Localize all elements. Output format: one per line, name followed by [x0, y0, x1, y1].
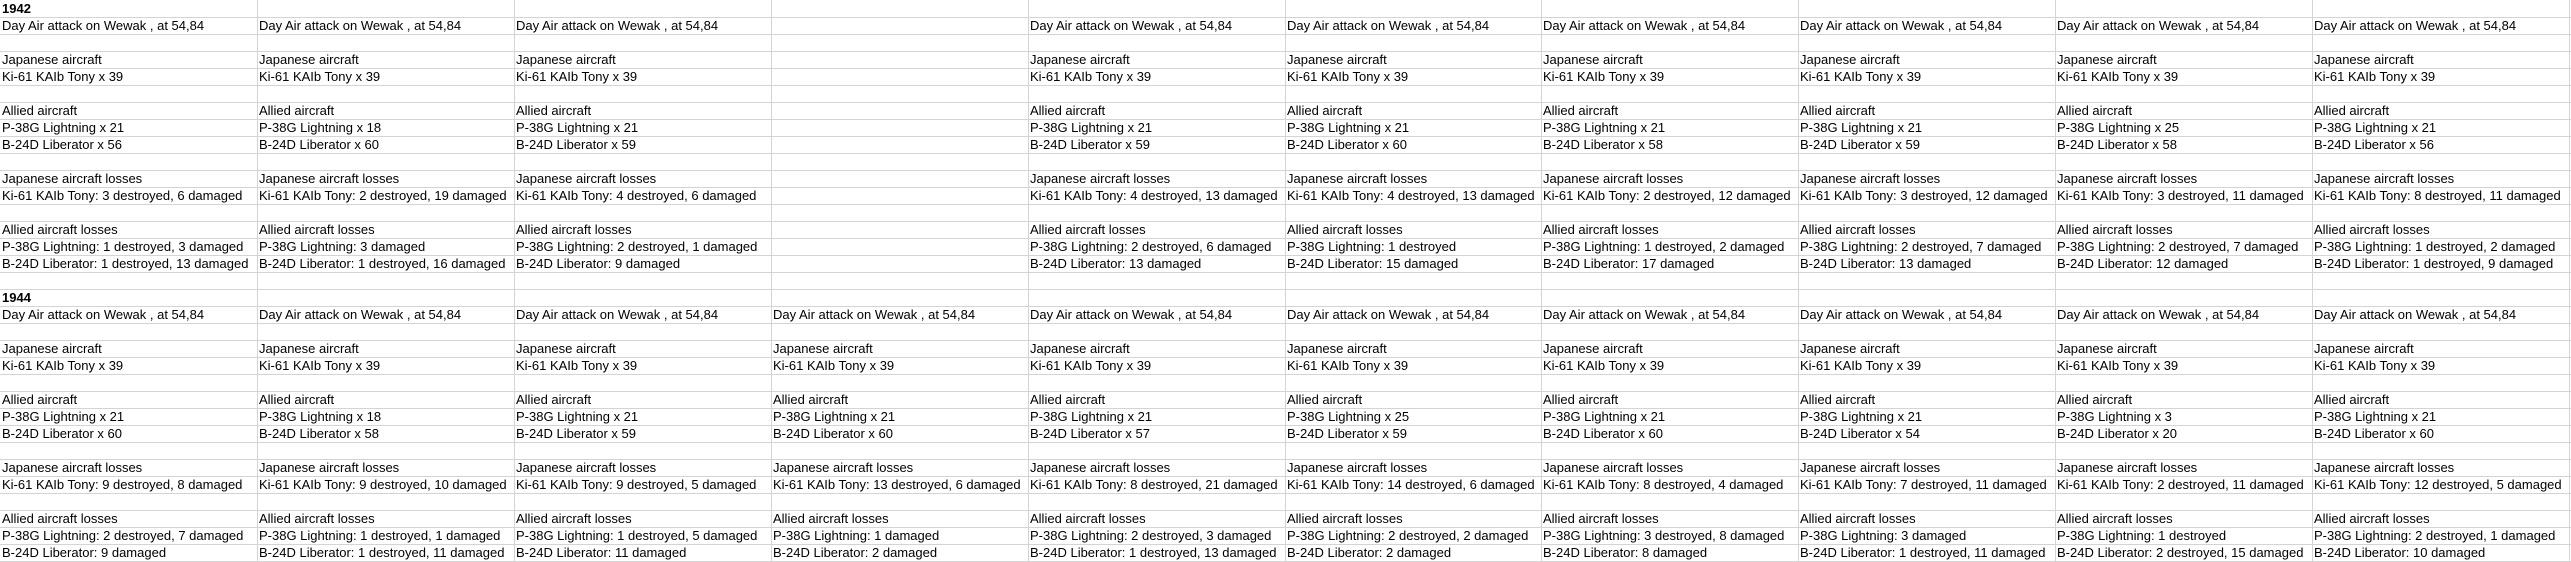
attack-cell[interactable]: Day Air attack on Wewak , at 54,84 [516, 18, 719, 33]
japanese-losses-cell[interactable]: Ki-61 KAIb Tony: 4 destroyed, 13 damaged [1030, 188, 1278, 203]
japanese-aircraft-header[interactable]: Japanese aircraft [259, 52, 359, 67]
attack-cell[interactable]: Day Air attack on Wewak , at 54,84 [259, 307, 462, 322]
japanese-losses-cell[interactable]: Ki-61 KAIb Tony: 3 destroyed, 11 damaged [2057, 188, 2304, 203]
allied-losses-header[interactable] [771, 221, 1028, 238]
attack-cell[interactable]: Day Air attack on Wewak , at 54,84 [1287, 307, 1490, 322]
allied-aircraft-cell[interactable]: P-38G Lightning x 21 [2314, 120, 2437, 135]
allied-losses-cell[interactable]: B-24D Liberator: 11 damaged [516, 545, 687, 560]
allied-losses-cell[interactable]: B-24D Liberator: 10 damaged [2314, 545, 2486, 560]
allied-losses-header[interactable]: Allied aircraft losses [516, 222, 632, 237]
japanese-aircraft-header[interactable]: Japanese aircraft [1287, 341, 1387, 356]
allied-aircraft-cell[interactable]: P-38G Lightning x 18 [259, 120, 382, 135]
allied-losses-cell[interactable]: B-24D Liberator: 13 damaged [1030, 256, 1202, 271]
attack-cell[interactable]: Day Air attack on Wewak , at 54,84 [1030, 18, 1233, 33]
attack-cell[interactable]: Day Air attack on Wewak , at 54,84 [1800, 18, 2003, 33]
japanese-losses-cell[interactable]: Ki-61 KAIb Tony: 8 destroyed, 4 damaged [1543, 477, 1784, 492]
attack-cell[interactable]: Day Air attack on Wewak , at 54,84 [1800, 307, 2003, 322]
allied-aircraft-cell[interactable]: P-38G Lightning x 21 [1030, 120, 1153, 135]
allied-losses-cell[interactable]: B-24D Liberator: 12 damaged [2057, 256, 2229, 271]
allied-aircraft-cell[interactable]: P-38G Lightning x 21 [1287, 120, 1410, 135]
allied-losses-header[interactable]: Allied aircraft losses [1030, 511, 1146, 526]
allied-losses-header[interactable]: Allied aircraft losses [1030, 222, 1146, 237]
allied-losses-cell[interactable]: B-24D Liberator: 1 destroyed, 11 damaged [1800, 545, 2046, 560]
allied-losses-header[interactable]: Allied aircraft losses [773, 511, 889, 526]
japanese-losses-header[interactable]: Japanese aircraft losses [1287, 171, 1428, 186]
row-gridline [0, 289, 2571, 290]
japanese-losses-header[interactable]: Japanese aircraft losses [1800, 460, 1941, 475]
japanese-aircraft-header[interactable]: Japanese aircraft [259, 341, 359, 356]
allied-aircraft-cell[interactable]: P-38G Lightning x 21 [1543, 120, 1666, 135]
allied-losses-cell[interactable]: P-38G Lightning: 1 damaged [773, 528, 940, 543]
row-gridline [0, 153, 2571, 154]
attack-cell[interactable]: Day Air attack on Wewak , at 54,84 [1543, 18, 1746, 33]
japanese-aircraft-header[interactable]: Japanese aircraft [1030, 52, 1130, 67]
allied-losses-cell[interactable] [771, 255, 1028, 272]
allied-losses-header[interactable]: Allied aircraft losses [2, 222, 118, 237]
allied-losses-cell[interactable]: B-24D Liberator: 1 destroyed, 11 damaged [259, 545, 505, 560]
allied-aircraft-cell[interactable]: B-24D Liberator x 59 [516, 426, 636, 441]
allied-losses-header[interactable]: Allied aircraft losses [2057, 511, 2173, 526]
japanese-losses-header[interactable]: Japanese aircraft losses [1800, 171, 1941, 186]
japanese-losses-cell[interactable]: Ki-61 KAIb Tony: 14 destroyed, 6 damaged [1287, 477, 1535, 492]
allied-aircraft-cell[interactable]: B-24D Liberator x 54 [1800, 426, 1920, 441]
allied-losses-cell[interactable]: B-24D Liberator: 9 damaged [516, 256, 681, 271]
allied-losses-cell[interactable]: P-38G Lightning: 2 destroyed, 3 damaged [1030, 528, 1272, 543]
japanese-losses-cell[interactable]: Ki-61 KAIb Tony: 8 destroyed, 11 damaged [2314, 188, 2561, 203]
japanese-aircraft-header[interactable]: Japanese aircraft [1287, 52, 1387, 67]
japanese-aircraft-cell[interactable]: Ki-61 KAIb Tony x 39 [1030, 69, 1152, 84]
year-label[interactable]: 1944 [2, 290, 31, 305]
japanese-aircraft-header[interactable]: Japanese aircraft [2314, 341, 2414, 356]
japanese-losses-cell[interactable]: Ki-61 KAIb Tony: 9 destroyed, 10 damaged [259, 477, 507, 492]
japanese-losses-cell[interactable]: Ki-61 KAIb Tony: 9 destroyed, 5 damaged [516, 477, 757, 492]
japanese-losses-cell[interactable]: Ki-61 KAIb Tony: 2 destroyed, 11 damaged [2057, 477, 2304, 492]
japanese-losses-header[interactable]: Japanese aircraft losses [2057, 171, 2198, 186]
allied-losses-cell[interactable]: B-24D Liberator: 2 damaged [773, 545, 938, 560]
japanese-losses-header[interactable]: Japanese aircraft losses [1543, 171, 1684, 186]
allied-losses-cell[interactable]: B-24D Liberator: 15 damaged [1287, 256, 1459, 271]
allied-aircraft-cell[interactable]: P-38G Lightning x 21 [773, 409, 896, 424]
japanese-aircraft-cell[interactable]: Ki-61 KAIb Tony x 39 [2, 358, 124, 373]
allied-aircraft-header[interactable]: Allied aircraft [1287, 103, 1363, 118]
japanese-aircraft-header[interactable] [771, 51, 1028, 68]
japanese-aircraft-header[interactable]: Japanese aircraft [2314, 52, 2414, 67]
allied-losses-cell[interactable]: P-38G Lightning: 1 destroyed, 5 damaged [516, 528, 758, 543]
japanese-losses-header[interactable]: Japanese aircraft losses [1030, 460, 1171, 475]
attack-cell[interactable]: Day Air attack on Wewak , at 54,84 [2314, 18, 2517, 33]
allied-aircraft-header[interactable]: Allied aircraft [2, 392, 78, 407]
allied-aircraft-cell[interactable]: P-38G Lightning x 21 [1030, 409, 1153, 424]
allied-aircraft-cell[interactable]: P-38G Lightning x 21 [2314, 409, 2437, 424]
allied-aircraft-cell[interactable]: P-38G Lightning x 21 [2, 120, 125, 135]
allied-losses-header[interactable]: Allied aircraft losses [259, 222, 375, 237]
allied-losses-header[interactable]: Allied aircraft losses [2, 511, 118, 526]
allied-losses-cell[interactable]: B-24D Liberator: 1 destroyed, 9 damaged [2314, 256, 2554, 271]
allied-losses-cell[interactable]: P-38G Lightning: 1 destroyed, 3 damaged [2, 239, 244, 254]
japanese-aircraft-cell[interactable]: Ki-61 KAIb Tony x 39 [2, 69, 124, 84]
allied-losses-header[interactable]: Allied aircraft losses [2314, 222, 2430, 237]
attack-cell[interactable]: Day Air attack on Wewak , at 54,84 [1030, 307, 1233, 322]
japanese-losses-header[interactable]: Japanese aircraft losses [2314, 171, 2455, 186]
allied-aircraft-header[interactable]: Allied aircraft [1543, 392, 1619, 407]
attack-cell[interactable]: Day Air attack on Wewak , at 54,84 [2057, 18, 2260, 33]
japanese-aircraft-cell[interactable]: Ki-61 KAIb Tony x 39 [2314, 69, 2436, 84]
japanese-aircraft-cell[interactable]: Ki-61 KAIb Tony x 39 [259, 69, 381, 84]
allied-aircraft-cell[interactable]: B-24D Liberator x 60 [1543, 426, 1663, 441]
row-gridline [0, 34, 2571, 35]
allied-aircraft-header[interactable]: Allied aircraft [1030, 103, 1106, 118]
japanese-aircraft-header[interactable]: Japanese aircraft [516, 52, 616, 67]
allied-aircraft-cell[interactable]: B-24D Liberator x 58 [2057, 137, 2177, 152]
allied-aircraft-header[interactable]: Allied aircraft [259, 392, 335, 407]
row-gridline [0, 442, 2571, 443]
allied-aircraft-cell[interactable]: P-38G Lightning x 21 [516, 120, 639, 135]
row-gridline [0, 85, 2571, 86]
japanese-losses-cell[interactable] [771, 187, 1028, 204]
allied-aircraft-header[interactable]: Allied aircraft [2314, 392, 2390, 407]
allied-losses-header[interactable]: Allied aircraft losses [259, 511, 375, 526]
japanese-aircraft-cell[interactable]: Ki-61 KAIb Tony x 39 [1800, 358, 1922, 373]
allied-losses-cell[interactable]: P-38G Lightning: 1 destroyed [2057, 528, 2227, 543]
allied-aircraft-header[interactable]: Allied aircraft [1287, 392, 1363, 407]
allied-aircraft-cell[interactable]: P-38G Lightning x 21 [2, 409, 125, 424]
allied-aircraft-cell[interactable]: P-38G Lightning x 21 [1800, 409, 1923, 424]
attack-cell[interactable]: Day Air attack on Wewak , at 54,84 [1543, 307, 1746, 322]
allied-aircraft-cell[interactable]: B-24D Liberator x 59 [1287, 426, 1407, 441]
allied-aircraft-header[interactable]: Allied aircraft [1800, 392, 1876, 407]
allied-losses-header[interactable]: Allied aircraft losses [1543, 222, 1659, 237]
allied-aircraft-header[interactable]: Allied aircraft [516, 392, 592, 407]
allied-aircraft-header[interactable]: Allied aircraft [1030, 392, 1106, 407]
attack-cell[interactable]: Day Air attack on Wewak , at 54,84 [2057, 307, 2260, 322]
allied-aircraft-header[interactable]: Allied aircraft [1800, 103, 1876, 118]
allied-aircraft-header[interactable]: Allied aircraft [2057, 392, 2133, 407]
japanese-losses-header[interactable]: Japanese aircraft losses [773, 460, 914, 475]
allied-losses-header[interactable]: Allied aircraft losses [1287, 511, 1403, 526]
japanese-losses-cell[interactable]: Ki-61 KAIb Tony: 12 destroyed, 5 damaged [2314, 477, 2562, 492]
allied-losses-cell[interactable]: B-24D Liberator: 1 destroyed, 13 damaged [2, 256, 249, 271]
allied-aircraft-header[interactable]: Allied aircraft [2314, 103, 2390, 118]
japanese-losses-cell[interactable]: Ki-61 KAIb Tony: 4 destroyed, 13 damaged [1287, 188, 1535, 203]
allied-losses-header[interactable]: Allied aircraft losses [516, 511, 632, 526]
allied-losses-header[interactable]: Allied aircraft losses [1543, 511, 1659, 526]
allied-aircraft-cell[interactable]: P-38G Lightning x 25 [1287, 409, 1410, 424]
attack-cell[interactable]: Day Air attack on Wewak , at 54,84 [1287, 18, 1490, 33]
japanese-aircraft-header[interactable]: Japanese aircraft [2, 341, 102, 356]
allied-aircraft-cell[interactable]: B-24D Liberator x 56 [2, 137, 122, 152]
allied-losses-cell[interactable]: P-38G Lightning: 2 destroyed, 6 damaged [1030, 239, 1272, 254]
japanese-losses-header[interactable]: Japanese aircraft losses [2, 171, 143, 186]
row-gridline [0, 323, 2571, 324]
allied-aircraft-cell[interactable]: B-24D Liberator x 60 [1287, 137, 1407, 152]
japanese-losses-header[interactable]: Japanese aircraft losses [2, 460, 143, 475]
allied-losses-cell[interactable]: P-38G Lightning: 1 destroyed, 2 damaged [1543, 239, 1785, 254]
allied-aircraft-cell[interactable]: B-24D Liberator x 59 [516, 137, 636, 152]
allied-losses-cell[interactable]: B-24D Liberator: 1 destroyed, 16 damaged [259, 256, 506, 271]
japanese-aircraft-header[interactable]: Japanese aircraft [1543, 341, 1643, 356]
japanese-losses-header[interactable]: Japanese aircraft losses [259, 171, 400, 186]
japanese-losses-cell[interactable]: Ki-61 KAIb Tony: 3 destroyed, 12 damaged [1800, 188, 2048, 203]
allied-aircraft-cell[interactable]: P-38G Lightning x 21 [1800, 120, 1923, 135]
allied-aircraft-cell[interactable]: B-24D Liberator x 60 [773, 426, 893, 441]
japanese-aircraft-cell[interactable]: Ki-61 KAIb Tony x 39 [259, 358, 381, 373]
japanese-aircraft-header[interactable]: Japanese aircraft [1543, 52, 1643, 67]
allied-losses-cell[interactable]: B-24D Liberator: 2 destroyed, 15 damaged [2057, 545, 2304, 560]
attack-cell[interactable]: Day Air attack on Wewak , at 54,84 [2314, 307, 2517, 322]
allied-losses-cell[interactable]: P-38G Lightning: 2 destroyed, 7 damaged [2, 528, 244, 543]
allied-losses-cell[interactable]: B-24D Liberator: 1 destroyed, 13 damaged [1030, 545, 1277, 560]
japanese-aircraft-cell[interactable]: Ki-61 KAIb Tony x 39 [1030, 358, 1152, 373]
attack-cell[interactable] [771, 17, 1028, 34]
allied-aircraft-cell[interactable]: B-24D Liberator x 60 [259, 137, 379, 152]
japanese-aircraft-cell[interactable]: Ki-61 KAIb Tony x 39 [2057, 69, 2179, 84]
japanese-losses-header[interactable]: Japanese aircraft losses [516, 460, 657, 475]
allied-aircraft-cell[interactable] [771, 119, 1028, 136]
allied-aircraft-header[interactable]: Allied aircraft [773, 392, 849, 407]
allied-losses-cell[interactable]: P-38G Lightning: 1 destroyed [1287, 239, 1457, 254]
attack-cell[interactable]: Day Air attack on Wewak , at 54,84 [773, 307, 976, 322]
attack-cell[interactable]: Day Air attack on Wewak , at 54,84 [259, 18, 462, 33]
allied-aircraft-header[interactable]: Allied aircraft [516, 103, 592, 118]
allied-losses-cell[interactable] [771, 238, 1028, 255]
allied-aircraft-header[interactable]: Allied aircraft [2, 103, 78, 118]
japanese-losses-header[interactable]: Japanese aircraft losses [516, 171, 657, 186]
allied-losses-cell[interactable]: P-38G Lightning: 2 destroyed, 1 damaged [2314, 528, 2556, 543]
allied-aircraft-cell[interactable] [771, 136, 1028, 153]
allied-losses-cell[interactable]: B-24D Liberator: 8 damaged [1543, 545, 1708, 560]
japanese-aircraft-cell[interactable]: Ki-61 KAIb Tony x 39 [1287, 358, 1409, 373]
japanese-aircraft-cell[interactable]: Ki-61 KAIb Tony x 39 [2057, 358, 2179, 373]
allied-aircraft-cell[interactable]: P-38G Lightning x 21 [1543, 409, 1666, 424]
japanese-aircraft-cell[interactable]: Ki-61 KAIb Tony x 39 [1543, 69, 1665, 84]
allied-aircraft-header[interactable] [771, 102, 1028, 119]
japanese-aircraft-header[interactable]: Japanese aircraft [516, 341, 616, 356]
allied-aircraft-cell[interactable]: B-24D Liberator x 56 [2314, 137, 2434, 152]
japanese-losses-cell[interactable]: Ki-61 KAIb Tony: 9 destroyed, 8 damaged [2, 477, 243, 492]
allied-losses-header[interactable]: Allied aircraft losses [2057, 222, 2173, 237]
allied-aircraft-cell[interactable]: P-38G Lightning x 3 [2057, 409, 2172, 424]
japanese-losses-header[interactable]: Japanese aircraft losses [2057, 460, 2198, 475]
allied-aircraft-cell[interactable]: P-38G Lightning x 18 [259, 409, 382, 424]
row-gridline [0, 272, 2571, 273]
allied-losses-header[interactable]: Allied aircraft losses [1287, 222, 1403, 237]
japanese-aircraft-cell[interactable]: Ki-61 KAIb Tony x 39 [773, 358, 895, 373]
japanese-losses-cell[interactable]: Ki-61 KAIb Tony: 13 destroyed, 6 damaged [773, 477, 1021, 492]
allied-aircraft-cell[interactable]: B-24D Liberator x 60 [2314, 426, 2434, 441]
allied-aircraft-cell[interactable]: P-38G Lightning x 25 [2057, 120, 2180, 135]
attack-cell[interactable]: Day Air attack on Wewak , at 54,84 [516, 307, 719, 322]
japanese-aircraft-header[interactable]: Japanese aircraft [2057, 341, 2157, 356]
japanese-aircraft-cell[interactable]: Ki-61 KAIb Tony x 39 [516, 69, 638, 84]
year-label[interactable]: 1942 [2, 1, 31, 16]
japanese-losses-cell[interactable]: Ki-61 KAIb Tony: 2 destroyed, 12 damaged [1543, 188, 1791, 203]
allied-aircraft-cell[interactable]: B-24D Liberator x 58 [259, 426, 379, 441]
allied-losses-cell[interactable]: P-38G Lightning: 3 destroyed, 8 damaged [1543, 528, 1785, 543]
japanese-losses-header[interactable] [771, 170, 1028, 187]
japanese-losses-cell[interactable]: Ki-61 KAIb Tony: 3 destroyed, 6 damaged [2, 188, 243, 203]
allied-losses-header[interactable]: Allied aircraft losses [1800, 511, 1916, 526]
allied-losses-cell[interactable]: B-24D Liberator: 17 damaged [1543, 256, 1715, 271]
allied-aircraft-cell[interactable]: B-24D Liberator x 60 [2, 426, 122, 441]
allied-losses-cell[interactable]: P-38G Lightning: 2 destroyed, 2 damaged [1287, 528, 1529, 543]
japanese-losses-cell[interactable]: Ki-61 KAIb Tony: 8 destroyed, 21 damaged [1030, 477, 1278, 492]
japanese-aircraft-cell[interactable]: Ki-61 KAIb Tony x 39 [1543, 358, 1665, 373]
japanese-losses-cell[interactable]: Ki-61 KAIb Tony: 4 destroyed, 6 damaged [516, 188, 757, 203]
allied-losses-cell[interactable]: P-38G Lightning: 3 damaged [1800, 528, 1967, 543]
japanese-aircraft-cell[interactable]: Ki-61 KAIb Tony x 39 [1287, 69, 1409, 84]
allied-losses-cell[interactable]: P-38G Lightning: 1 destroyed, 1 damaged [259, 528, 501, 543]
japanese-losses-header[interactable]: Japanese aircraft losses [1287, 460, 1428, 475]
japanese-losses-header[interactable]: Japanese aircraft losses [1030, 171, 1171, 186]
allied-aircraft-header[interactable]: Allied aircraft [259, 103, 335, 118]
allied-losses-cell[interactable]: B-24D Liberator: 9 damaged [2, 545, 167, 560]
attack-cell[interactable]: Day Air attack on Wewak , at 54,84 [2, 18, 205, 33]
allied-losses-cell[interactable]: P-38G Lightning: 2 destroyed, 7 damaged [2057, 239, 2299, 254]
allied-losses-cell[interactable]: P-38G Lightning: 2 destroyed, 1 damaged [516, 239, 758, 254]
japanese-aircraft-header[interactable]: Japanese aircraft [1030, 341, 1130, 356]
japanese-aircraft-header[interactable]: Japanese aircraft [1800, 341, 1900, 356]
allied-aircraft-cell[interactable]: B-24D Liberator x 59 [1800, 137, 1920, 152]
allied-aircraft-header[interactable]: Allied aircraft [2057, 103, 2133, 118]
japanese-aircraft-cell[interactable] [771, 68, 1028, 85]
japanese-aircraft-header[interactable]: Japanese aircraft [773, 341, 873, 356]
row-gridline [0, 374, 2571, 375]
allied-losses-header[interactable]: Allied aircraft losses [2314, 511, 2430, 526]
japanese-aircraft-header[interactable]: Japanese aircraft [1800, 52, 1900, 67]
allied-aircraft-cell[interactable]: P-38G Lightning x 21 [516, 409, 639, 424]
allied-losses-cell[interactable]: B-24D Liberator: 13 damaged [1800, 256, 1972, 271]
attack-cell[interactable]: Day Air attack on Wewak , at 54,84 [2, 307, 205, 322]
japanese-losses-header[interactable]: Japanese aircraft losses [1543, 460, 1684, 475]
allied-aircraft-cell[interactable]: B-24D Liberator x 59 [1030, 137, 1150, 152]
allied-aircraft-cell[interactable]: B-24D Liberator x 58 [1543, 137, 1663, 152]
japanese-losses-header[interactable]: Japanese aircraft losses [259, 460, 400, 475]
allied-losses-cell[interactable]: P-38G Lightning: 1 destroyed, 2 damaged [2314, 239, 2556, 254]
japanese-aircraft-header[interactable]: Japanese aircraft [2, 52, 102, 67]
row-gridline [0, 204, 2571, 205]
allied-aircraft-cell[interactable]: B-24D Liberator x 20 [2057, 426, 2177, 441]
allied-aircraft-header[interactable]: Allied aircraft [1543, 103, 1619, 118]
row-gridline [0, 493, 2571, 494]
japanese-aircraft-cell[interactable]: Ki-61 KAIb Tony x 39 [2314, 358, 2436, 373]
allied-aircraft-cell[interactable]: B-24D Liberator x 57 [1030, 426, 1150, 441]
japanese-aircraft-header[interactable]: Japanese aircraft [2057, 52, 2157, 67]
japanese-losses-header[interactable]: Japanese aircraft losses [2314, 460, 2455, 475]
allied-losses-header[interactable]: Allied aircraft losses [1800, 222, 1916, 237]
japanese-losses-cell[interactable]: Ki-61 KAIb Tony: 7 destroyed, 11 damaged [1800, 477, 2047, 492]
japanese-losses-cell[interactable]: Ki-61 KAIb Tony: 2 destroyed, 19 damaged [259, 188, 507, 203]
japanese-aircraft-cell[interactable]: Ki-61 KAIb Tony x 39 [516, 358, 638, 373]
allied-losses-cell[interactable]: P-38G Lightning: 2 destroyed, 7 damaged [1800, 239, 2042, 254]
japanese-aircraft-cell[interactable]: Ki-61 KAIb Tony x 39 [1800, 69, 1922, 84]
allied-losses-cell[interactable]: B-24D Liberator: 2 damaged [1287, 545, 1452, 560]
allied-losses-cell[interactable]: P-38G Lightning: 3 damaged [259, 239, 426, 254]
